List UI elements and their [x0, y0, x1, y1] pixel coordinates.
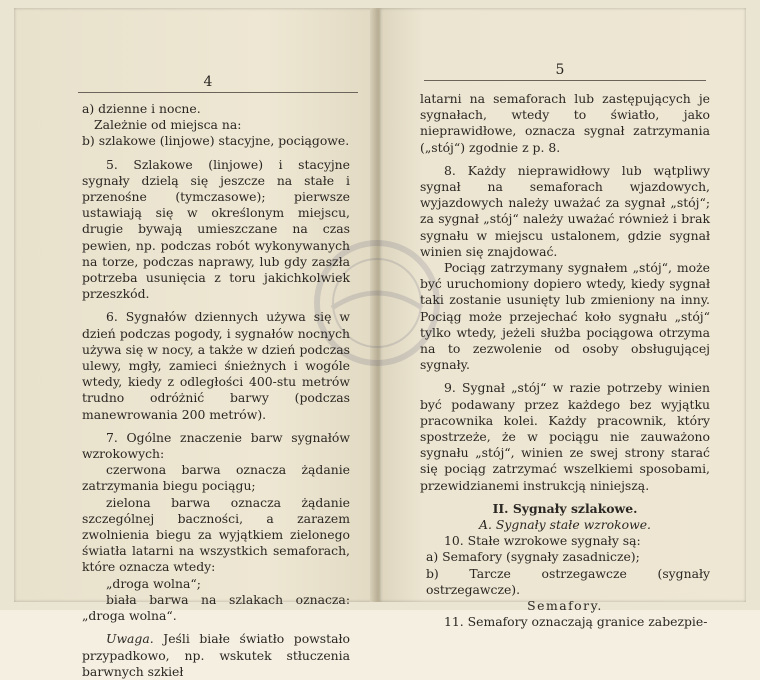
- item-a: a) Semafory (sygnały zasadnicze);: [426, 549, 640, 565]
- uwaga-paragraph: [82, 631, 350, 680]
- continuation: latarni na semaforach lub zastępujących je sygnałach, wtedy to światło, jako nieprawidłowe, oznacza sygnał zatrzymania („stój“) zgodnie z p. 8.: [420, 91, 710, 155]
- uwaga-text: Jeśli białe światło powstało przypadkowo, np. wskutek stłuczenia barwnych szkieł: [82, 631, 350, 679]
- left-text-column: [82, 101, 350, 680]
- color-green: zielona barwa oznacza żądanie szczególnej baczności, a zarazem zwolnienia biegu za wyjątkiem zielonego światła latarni na wszystkich semaforach, które oznacza wtedy:: [82, 494, 350, 575]
- left-header-rule: [78, 92, 358, 93]
- paragraph-8-cont: Pociąg zatrzymany sygnałem „stój“, może być uruchomiony dopiero wtedy, kiedy sygnał taki zostanie usunięty lub zmieniony na inny. Pociąg może przejechać koło sygnału „stój“ tylko wtedy, jeżeli służba pociągowa otrzyma na to zezwolenie od osoby obsługującej sygnały.: [420, 260, 710, 373]
- line-b: b) szlakowe (linjowe) stacyjne, pociągowe.: [82, 133, 350, 149]
- paragraph-8: 8. Każdy nieprawidłowy lub wątpliwy sygnał na semaforach wjazdowych, wyjazdowych należy uważać za sygnał „stój“; za sygnał „stój“ należy uważać również i brak sygnału w miejscu ustalonem, gdzie sygnał winien się znajdować.: [420, 162, 710, 259]
- semafory-heading: Semafory.: [527, 598, 603, 614]
- paragraph-7: 7. Ogólne znaczenie barw sygnałów wzrokowych:: [82, 429, 350, 462]
- uwaga-label: Uwaga.: [106, 631, 154, 647]
- paragraph-11: 11. Semafory oznaczają granice zabezpie-: [444, 614, 708, 630]
- paragraph-6: 6. Sygnałów dziennych używa się w dzień podczas pogody, i sygnałów nocnych używa się w nocy, a także w dzień podczas ulewy, mgły, zamieci śnieżnych i wogóle wtedy, kiedy z odległości 400-stu metrów trudno odróżnić barwy (podczas manewrowania 200 metrów).: [82, 309, 350, 422]
- right-text-column: [420, 91, 710, 631]
- color-red: czerwona barwa oznacza żądanie zatrzymania biegu pociągu;: [82, 462, 350, 494]
- paragraph-9: 9. Sygnał „stój“ w razie potrzeby winien być podawany przez każdego bez wyjątku pracownika kolei. Każdy pracownik, który spostrzeże, że w pociągu nie zauważono sygnału „stój“, winien ze swej strony starać się pociąg zatrzymać wszelkiemi sposobami, przewidzianemi instrukcją niniejszą.: [420, 380, 710, 493]
- line-location: Zależnie od miejsca na:: [94, 117, 242, 133]
- paragraph-5: 5. Szlakowe (linjowe) i stacyjne sygnały dzielą się jeszcze na stałe i przenośne (tymczasowe); pierwsze ustawiają się w określonym miejscu, drugie bywają umieszczane na czas pewien, np. podczas robót wykonywanych na torze, podczas naprawy, lub gdy zaszła potrzeba usunięcia z toru jakichkolwiek przeszkód.: [82, 156, 350, 302]
- line-a: a) dzienne i nocne.: [82, 101, 201, 116]
- paragraph-10: 10. Stałe wzrokowe sygnały są:: [444, 533, 641, 549]
- subsection-heading: A. Sygnały stałe wzrokowe.: [479, 517, 651, 533]
- left-page-number: 4: [203, 74, 213, 90]
- right-header-rule: [424, 80, 706, 81]
- item-b: b) Tarcze ostrzegawcze (sygnały ostrzegawcze).: [426, 565, 710, 597]
- droga-wolna: „droga wolna“;: [106, 575, 201, 591]
- section-heading: II. Sygnały szlakowe.: [492, 500, 638, 516]
- color-white: biała barwa na szlakach oznacza: „droga wolna“.: [82, 591, 350, 624]
- right-page-number: 5: [555, 62, 565, 78]
